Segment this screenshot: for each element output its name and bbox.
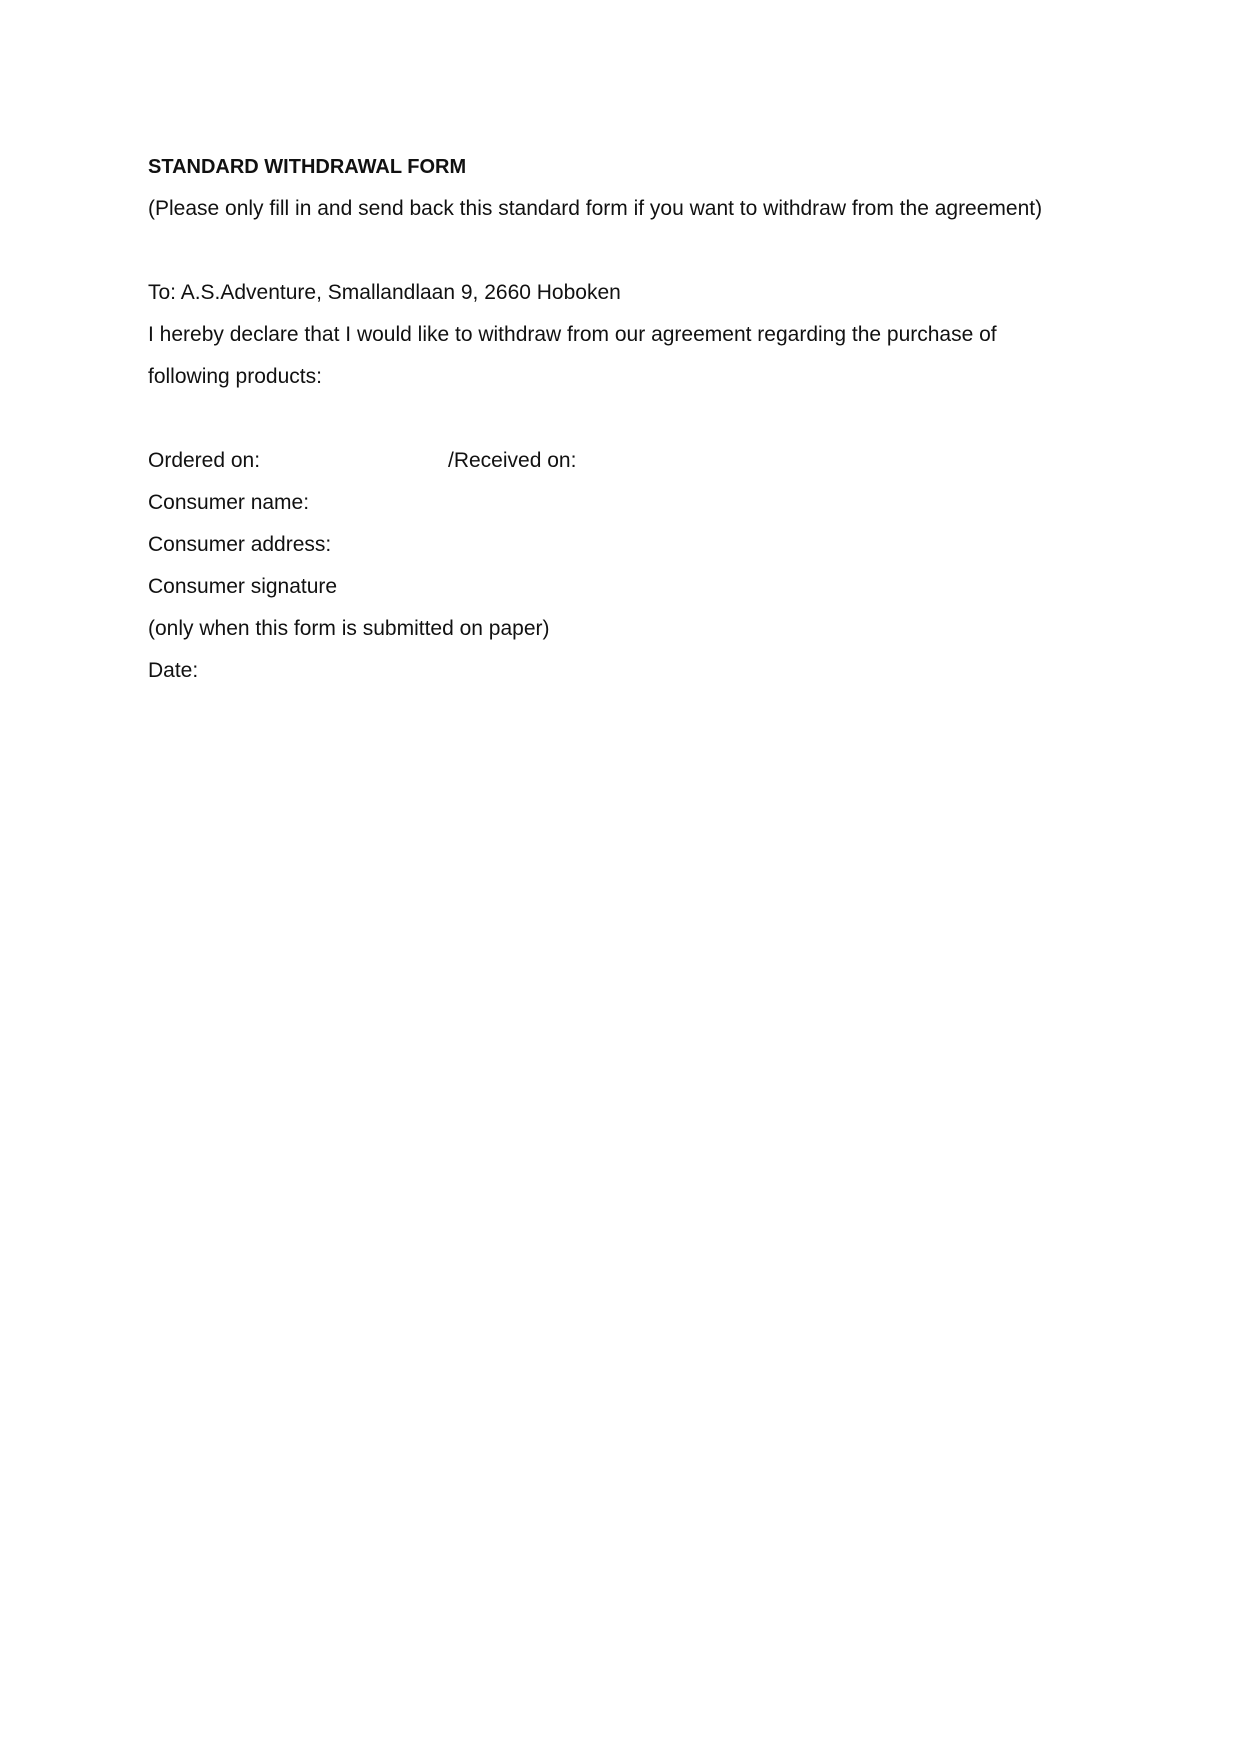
form-instruction: (Please only fill in and send back this standard form if you want to withdraw from the agreement) — [148, 197, 1043, 220]
consumer-signature-label: Consumer signature — [148, 575, 338, 598]
declaration-line-1: I hereby declare that I would like to withdraw from our agreement regarding the purchase of — [148, 323, 997, 346]
form-title: STANDARD WITHDRAWAL FORM — [148, 156, 467, 178]
declaration-line-2: following products: — [148, 365, 322, 388]
recipient-address: To: A.S.Adventure, Smallandlaan 9, 2660 Hoboken — [148, 281, 621, 304]
consumer-name-label: Consumer name: — [148, 491, 310, 514]
form-content — [148, 146, 1108, 692]
ordered-on-label: Ordered on: — [148, 449, 261, 472]
date-label: Date: — [148, 659, 199, 682]
consumer-address-label: Consumer address: — [148, 533, 332, 556]
order-dates-row — [148, 440, 1108, 482]
blank-line — [148, 398, 1108, 440]
received-on-label: /Received on: — [448, 449, 577, 472]
signature-note: (only when this form is submitted on paper) — [148, 617, 550, 640]
blank-line — [148, 230, 1108, 272]
